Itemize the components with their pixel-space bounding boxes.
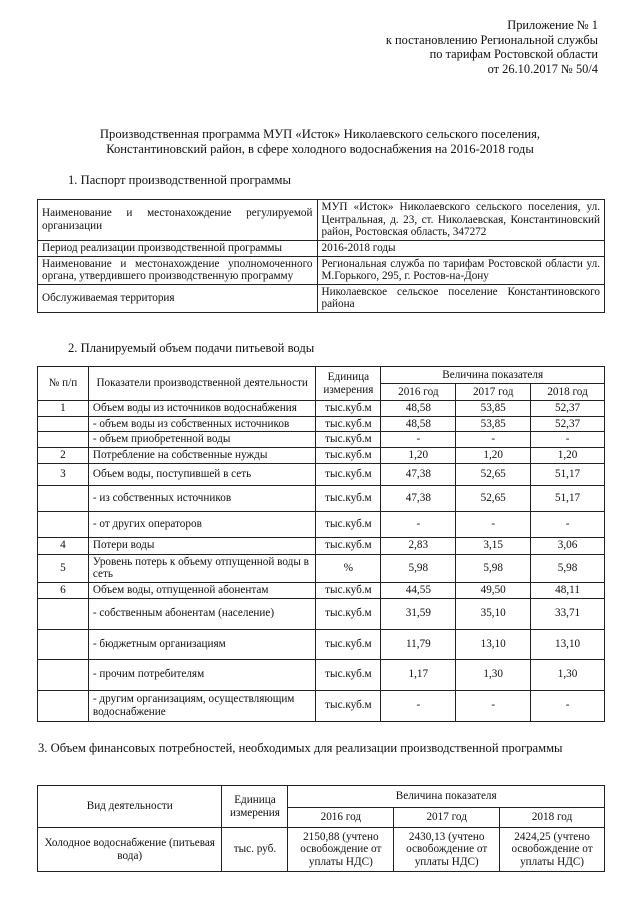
row-num: 3	[38, 463, 89, 485]
passport-row	[38, 240, 605, 256]
header-activity: Вид деятельности	[38, 786, 222, 828]
row-2018: -	[531, 511, 605, 537]
section-2-heading: 2. Планируемый объем подачи питьевой воды	[68, 341, 315, 355]
passport-label: Наименование и местонахождение регулируемой организации	[38, 200, 318, 241]
row-2016: 1,17	[381, 659, 456, 690]
row-2017: 2430,13 (учтено освобождение от уплаты НДС)	[394, 828, 500, 872]
appendix-line-3: по тарифам Ростовской области	[429, 47, 598, 61]
table-row	[38, 828, 605, 872]
header-value: Величина показателя	[288, 786, 605, 808]
header-unit: Единица измерения	[222, 786, 288, 828]
row-num	[38, 598, 89, 629]
row-2017: 52,65	[456, 463, 531, 485]
appendix-header	[386, 18, 598, 76]
row-2017: -	[456, 690, 531, 721]
row-unit: %	[316, 554, 381, 582]
header-2017: 2017 год	[456, 384, 531, 401]
row-num: 6	[38, 582, 89, 598]
row-2018: 51,17	[531, 463, 605, 485]
row-unit: тыс.куб.м	[316, 463, 381, 485]
row-unit: тыс. руб.	[222, 828, 288, 872]
row-name: Потери воды	[88, 537, 316, 554]
row-unit: тыс.куб.м	[316, 485, 381, 511]
row-2016: -	[381, 432, 456, 448]
appendix-line-4: от 26.10.2017 № 50/4	[487, 61, 598, 76]
row-2017: 1,30	[456, 659, 531, 690]
row-2018: 51,17	[531, 485, 605, 511]
row-unit: тыс.куб.м	[316, 416, 381, 432]
row-activity: Холодное водоснабжение (питьевая вода)	[38, 828, 222, 872]
table-row	[38, 582, 605, 598]
row-num	[38, 629, 89, 659]
passport-value: Региональная служба по тарифам Ростовской области ул. М.Горького, 295, г. Ростов-на-Дону	[317, 256, 605, 284]
row-num	[38, 432, 89, 448]
passport-table	[37, 199, 605, 313]
row-2018: 52,37	[531, 401, 605, 417]
header-unit: Единица измерения	[316, 367, 381, 401]
appendix-line-1: Приложение № 1	[507, 18, 598, 32]
title-line-2: Константиновский район, в сфере холодного водоснабжения на 2016-2018 годы	[106, 142, 534, 156]
header-2016: 2016 год	[288, 808, 394, 828]
passport-label: Наименование и местонахождение уполномоченного органа, утвердившего производственную программу	[38, 256, 318, 284]
row-2018: 13,10	[531, 629, 605, 659]
row-2017: 5,98	[456, 554, 531, 582]
row-name: Объем воды из источников водоснабжения	[88, 401, 316, 417]
table-row	[38, 432, 605, 448]
row-2018: 1,30	[531, 659, 605, 690]
row-2016: -	[381, 511, 456, 537]
row-num	[38, 659, 89, 690]
row-2018: 33,71	[531, 598, 605, 629]
row-2017: 1,20	[456, 447, 531, 463]
table-row	[38, 447, 605, 463]
row-2017: 3,15	[456, 537, 531, 554]
table-row	[38, 598, 605, 629]
table-row	[38, 416, 605, 432]
row-2017: 49,50	[456, 582, 531, 598]
row-unit: тыс.куб.м	[316, 432, 381, 448]
document-title	[40, 127, 600, 157]
row-2017: -	[456, 432, 531, 448]
passport-value: МУП «Исток» Николаевского сельского поселения, ул. Центральная, д. 23, ст. Николаевская, Константиновский район, Ростовская область, 347272	[317, 200, 605, 241]
header-num: № п/п	[38, 367, 89, 401]
table-row	[38, 690, 605, 721]
row-2018: 48,11	[531, 582, 605, 598]
row-unit: тыс.куб.м	[316, 690, 381, 721]
header-2018: 2018 год	[500, 808, 605, 828]
row-2017: -	[456, 511, 531, 537]
passport-row	[38, 200, 605, 241]
row-name: - бюджетным организациям	[88, 629, 316, 659]
row-name: - собственным абонентам (население)	[88, 598, 316, 629]
row-unit: тыс.куб.м	[316, 447, 381, 463]
row-2016: 47,38	[381, 463, 456, 485]
row-unit: тыс.куб.м	[316, 659, 381, 690]
table-row	[38, 463, 605, 485]
row-2017: 13,10	[456, 629, 531, 659]
row-2018: 1,20	[531, 447, 605, 463]
row-2016: 5,98	[381, 554, 456, 582]
row-2016: 2150,88 (учтено освобождение от уплаты НДС)	[288, 828, 394, 872]
row-2018: 5,98	[531, 554, 605, 582]
passport-label: Обслуживаемая территория	[38, 284, 318, 312]
row-2018: 2424,25 (учтено освобождение от уплаты НДС)	[500, 828, 605, 872]
row-name: - объем приобретенной воды	[88, 432, 316, 448]
row-2017: 53,85	[456, 416, 531, 432]
table-row	[38, 629, 605, 659]
row-num	[38, 511, 89, 537]
row-num	[38, 416, 89, 432]
row-name: Объем воды, поступившей в сеть	[88, 463, 316, 485]
row-2016: 2,83	[381, 537, 456, 554]
row-2016: 47,38	[381, 485, 456, 511]
row-2018: 52,37	[531, 416, 605, 432]
row-unit: тыс.куб.м	[316, 511, 381, 537]
row-2016: -	[381, 690, 456, 721]
row-num: 5	[38, 554, 89, 582]
row-unit: тыс.куб.м	[316, 582, 381, 598]
passport-value: Николаевское сельское поселение Константиновского района	[317, 284, 605, 312]
row-unit: тыс.куб.м	[316, 598, 381, 629]
header-2017: 2017 год	[394, 808, 500, 828]
row-name: - объем воды из собственных источников	[88, 416, 316, 432]
row-2018: -	[531, 432, 605, 448]
row-unit: тыс.куб.м	[316, 401, 381, 417]
row-unit: тыс.куб.м	[316, 537, 381, 554]
header-value: Величина показателя	[381, 367, 605, 384]
row-2017: 35,10	[456, 598, 531, 629]
row-2016: 1,20	[381, 447, 456, 463]
row-2018: 3,06	[531, 537, 605, 554]
row-name: - прочим потребителям	[88, 659, 316, 690]
row-2017: 53,85	[456, 401, 531, 417]
row-2018: -	[531, 690, 605, 721]
header-2018: 2018 год	[531, 384, 605, 401]
row-num: 2	[38, 447, 89, 463]
title-line-1: Производственная программа МУП «Исток» Николаевского сельского поселения,	[99, 127, 541, 141]
water-supply-table	[37, 366, 605, 722]
section-3-heading: 3. Объем финансовых потребностей, необходимых для реализации производственной программы	[38, 741, 563, 755]
table-row	[38, 537, 605, 554]
passport-row	[38, 256, 605, 284]
row-num: 4	[38, 537, 89, 554]
table-row	[38, 511, 605, 537]
row-name: - из собственных источников	[88, 485, 316, 511]
table-row	[38, 659, 605, 690]
header-2016: 2016 год	[381, 384, 456, 401]
table-row	[38, 554, 605, 582]
row-2017: 52,65	[456, 485, 531, 511]
passport-value: 2016-2018 годы	[317, 240, 605, 256]
row-2016: 48,58	[381, 416, 456, 432]
passport-label: Период реализации производственной программы	[38, 240, 318, 256]
row-2016: 44,55	[381, 582, 456, 598]
row-2016: 11,79	[381, 629, 456, 659]
row-name: Уровень потерь к объему отпущенной воды в сеть	[88, 554, 316, 582]
appendix-line-2: к постановлению Региональной службы	[385, 32, 598, 47]
row-2016: 48,58	[381, 401, 456, 417]
section-1-heading: 1. Паспорт производственной программы	[68, 173, 291, 187]
header-indicator: Показатели производственной деятельности	[88, 367, 316, 401]
row-name: - от других операторов	[88, 511, 316, 537]
passport-row	[38, 284, 605, 312]
row-num	[38, 485, 89, 511]
row-num	[38, 690, 89, 721]
table-row	[38, 401, 605, 417]
row-name: Объем воды, отпущенной абонентам	[88, 582, 316, 598]
row-name: - другим организациям, осуществляющим водоснабжение	[88, 690, 316, 721]
row-num: 1	[38, 401, 89, 417]
row-2016: 31,59	[381, 598, 456, 629]
row-unit: тыс.куб.м	[316, 629, 381, 659]
row-name: Потребление на собственные нужды	[88, 447, 316, 463]
financial-needs-table	[37, 785, 605, 872]
table-row	[38, 485, 605, 511]
